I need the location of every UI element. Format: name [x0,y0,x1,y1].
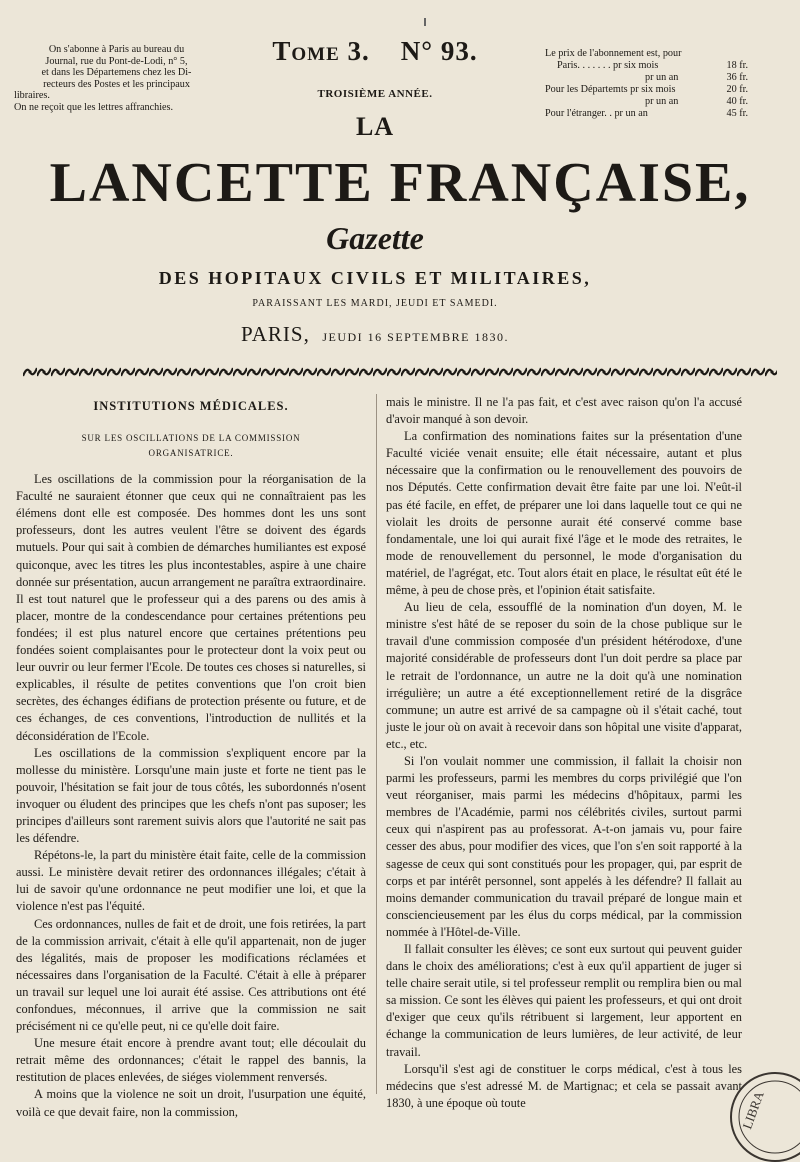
paragraph: Lorsqu'il s'est agi de constituer le corps médical, c'est à tous les médecins que s'est adressé M. de Martignac; et cela se passait avant 1830, à une époque où toute [386,1061,742,1110]
tome-label: Tome 3. [272,36,370,66]
publication-days: PARAISSANT LES MARDI, JEUDI ET SAMEDI. [252,298,498,309]
masthead-title: LANCETTE FRANÇAISE, [49,152,751,214]
price-label: pr un an [645,72,679,83]
paragraph: Les oscillations de la commission pour la réorganisation de la Faculté ne sauraient étonner que ceux qui ne connaîtraient pas les élémens dont elle est composée. Des hommes dont les uns sont professeurs, dont les autres veulent l'être se doivent des égards mutuels. Pour qui sait à combien de démarches humiliantes est exposé quiconque, avec les titres les plus incontestables, aspire à une chaire donnée sur présentation, aucun arrangement ne paraîtra extraordinaire. Il est tout naturel que le professeur qui a des parens ou des amis à placer, montre de la condescendance pour certaines prétentions peu fondées; il est plus naturel encore que certaines prétentions peu fondées soient complaisantes pour le protecteur dont la voix peut ou leur ouvrir ou leur fermer l'Ecole. De toutes ces choses si naturelles, si explicables, il résulte de petites conventions que l'on croit bien secrètes, des échanges édifians de protection présente ou future, et de ces échanges, de ces conventions, l'introduction de nullités et la déconsidération de l'Ecole. [16,472,366,743]
paragraph: Une mesure était encore à prendre avant tout; elle découlait du retrait même des ordonnances; c'était le rappel des bannis, la restitution de places enlevées, de siéges violemment renversés. [16,1036,366,1085]
subscription-prices [545,48,748,120]
subscription-line: On s'abonne à Paris au bureau du [48,44,185,55]
subscription-line: libraires. [14,90,50,101]
price-label: Paris. . . . . . . pr six mois [557,60,659,71]
paragraph: Ces ordonnances, nulles de fait et de droit, une fois retirées, la part de la commission arrivait, c'était à elle qu'il appartenait, non de juger des légalités, mais de proposer les modifications réclamées et nécessaires dans l'organisation de la Faculté. C'était à elle à préparer un travail sur lequel une loi aurait été assise. Ces attributions ont été confondues, méconnues, il arrive que la commission ne sait précisément ni ce qu'elle peut, ni ce qu'elle doit faire. [16,916,366,1034]
price-value: 45 fr. [726,108,748,119]
paragraph: Il fallait consulter les élèves; ce sont eux surtout qui peuvent guider dans le choix des améliorations; c'est à eux qu'il appartient de juger si telle chaire serait utile, si tel professeur remplit ou remplira bien ou mal sa mission. Ce sont les élèves qui paient les professeurs, et qui ont droit d'exiger que ceux qu'ils rétribuent si largement, leur apportent en échange la communication de leurs lumières, de leur activité, de leur travail. [386,942,742,1059]
top-tick-mark [424,18,426,26]
price-row [545,108,748,120]
price-row [545,96,748,108]
price-label: Pour les Départemts pr six mois [545,84,676,95]
price-label: Pour l'étranger. . pr un an [545,108,648,119]
paragraph: mais le ministre. Il ne l'a pas fait, et c'est avec raison qu'on l'a accusé d'avoir manqué à son devoir. [386,395,742,427]
price-row [545,60,748,72]
dateline [200,322,550,347]
subtitle-line: SUR LES OSCILLATIONS DE LA COMMISSION [81,433,301,444]
library-stamp [720,1062,800,1162]
paragraph: A moins que la violence ne soit un droit, l'usurpation une équité, voilà ce que devait faire, non la commission, [16,1087,366,1119]
letters-note: On ne reçoit que les lettres affranchies. [14,101,174,113]
price-value: 36 fr. [726,72,748,83]
paragraph: Au lieu de cela, essoufflé de la nomination d'un doyen, M. le ministre s'est hâté de se reposer du soin de la chose publique sur le travail d'une commission composée d'un président hétérodoxe, d'une majorité considérable de professeurs dont l'un doit perdre sa place par le retrait de l'ordonnance, un autre ne la doit qu'à une nomination irrégulière; un autre a été exceptionnellement retiré de la disgrâce commune; un autre est arrivé de sa campagne où il s'était caché, tout juste le jour où on avait à recevoir dans son hôpital une visite d'apparat, etc., etc. [386,600,742,751]
paragraph: La confirmation des nominations faites sur la présentation d'une Faculté viciée venait ensuite; elle était nécessaire, autant et plus nécessaire que la confirmation ou le renouvellement des pouvoirs de nos Députés. Cette confirmation devait être faite par une loi. N'eût-il pas été facile, en effet, de préparer une loi dans laquelle tout ce qui ne violait les droits de personne aurait été conservé comme base fondamentale, une loi qui aurait fixé l'âge et le mode des retraites, le mode de renouvellement du personnel, le mode d'organisation du matériel, de l'agrégat, etc. Tout alors était en place, le résultat eût été le même, à peu de chose près, et l'opinion était satisfaite. [386,429,742,598]
article-subtitle [16,431,366,461]
year-label: TROISIÈME ANNÉE. [317,88,433,100]
price-row [545,48,748,60]
paragraph: Les oscillations de la commission s'expliquent encore par la mollesse du ministère. Lorsqu'une main juste et forte ne tient pas le pouvoir, l'hésitation se fait jour de tous côtés, les subordonnés n'osent invoquer ou éludent des principes que les chefs n'ont pas suposer; les principes d'ailleurs sont rarement suivis alors que l'autorité ne sait pas les défendre. [16,745,366,846]
subscription-line: recteurs des Postes et les principaux [43,78,190,90]
column-divider [376,394,377,1094]
volume-number [240,36,510,67]
paragraph: Si l'on voulait nommer une commission, il fallait la choisir non parmi les professeurs, parmi les membres du corps privilégié que l'on veut réorganiser, mais parmi les médecins d'hôpitaux, parmi les membres de l'Académie, parmi nos célébrités civiles, surtout parmi ceux qui n'aspirent pas au professorat. A-t-on jamais vu, pour faire cesser des abus, pour modifier des vices, que l'on s'en soit rapporté à la sagesse de ceux qui sont constitués pour les propager, qui, par esprit de corps et par intérêt personnel, sont appelés à les défendre? Il fallait au moins demander communication du travail préparé de longue main et consciencieusement par les élus du corps médical, par la commission nommée à l'Hôtel-de-Ville. [386,753,742,939]
masthead-article: LA [355,112,395,141]
subscription-info [14,44,219,113]
ornamental-border [23,364,777,380]
subscription-line: Journal, rue du Pont-de-Lodi, n° 5, [45,55,188,67]
subscription-line: et dans les Départemens chez les Di- [41,67,192,78]
issue-number: N° 93. [400,36,478,66]
price-label: Le prix de l'abonnement est, pour [545,48,682,59]
dateline-city: PARIS, [240,322,310,346]
hospitals-subtitle: DES HOPITAUX CIVILS ET MILITAIRES, [158,268,592,288]
dateline-date: JEUDI 16 SEPTEMBRE 1830. [322,330,510,344]
subtitle-line: ORGANISATRICE. [148,448,234,459]
price-row [545,72,748,84]
gazette-subtitle: Gazette [326,220,424,256]
price-value: 20 fr. [726,84,748,95]
stamp-text: LIBRA [739,1089,767,1132]
price-value: 40 fr. [726,96,748,107]
paragraph: Répétons-le, la part du ministère était faite, celle de la commission aussi. Le ministère devait retirer des ordonnances illégales; c'était à lui de savoir qu'une ordonnance ne peut modifier une loi, et que la violence n'est pas l'équité. [16,848,366,914]
price-value: 18 fr. [726,60,748,71]
price-row [545,84,748,96]
left-column [16,394,366,1121]
right-column [386,394,742,1112]
section-title: INSTITUTIONS MÉDICALES. [93,399,289,413]
price-label: pr un an [645,96,679,107]
